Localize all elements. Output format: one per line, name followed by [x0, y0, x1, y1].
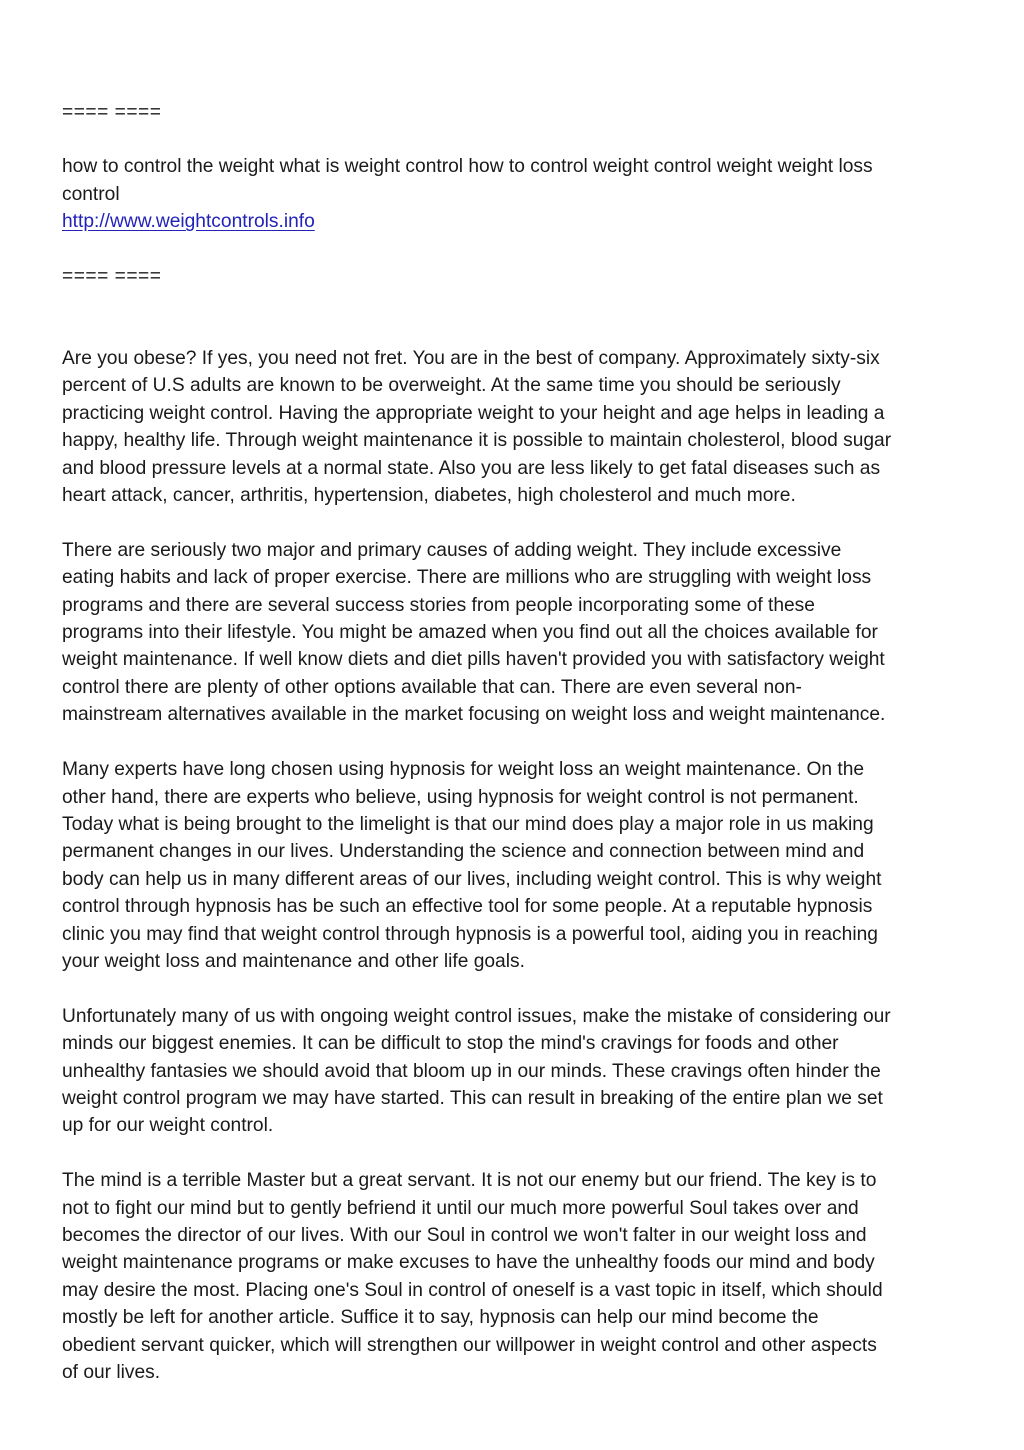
website-link[interactable]: http://www.weightcontrols.info [62, 211, 315, 233]
paragraph-line: programs and there are several success stories from people incorporating some of these [62, 594, 815, 616]
paragraph-line: percent of U.S adults are known to be overweight. At the same time you should be seriously [62, 375, 841, 397]
article-paragraph [62, 756, 962, 975]
paragraph-line: obedient servant quicker, which will strengthen our willpower in weight control and other aspects [62, 1334, 877, 1356]
paragraph-line: The mind is a terrible Master but a great servant. It is not our enemy but our friend. The key is to [62, 1170, 877, 1192]
document-page [62, 99, 962, 1414]
paragraph-line: weight maintenance programs or make excuses to have the unhealthy foods our mind and body [62, 1252, 875, 1274]
paragraph-line: Are you obese? If yes, you need not fret. You are in the best of company. Approximately sixty-six [62, 348, 880, 370]
paragraph-line: may desire the most. Placing one's Soul in control of oneself is a vast topic in itself, which should [62, 1279, 883, 1301]
paragraph-line: happy, healthy life. Through weight maintenance it is possible to maintain cholesterol, blood sugar [62, 430, 892, 452]
paragraph-line: eating habits and lack of proper exercise. There are millions who are struggling with weight loss [62, 567, 872, 589]
keywords-text [62, 153, 962, 208]
separator-bottom: ==== ==== [62, 265, 162, 287]
paragraph-line: programs into their lifestyle. You might be amazed when you find out all the choices available for [62, 622, 878, 644]
paragraph-line: becomes the director of our lives. With our Soul in control we won't falter in our weight loss and [62, 1224, 867, 1246]
paragraph-line: clinic you may find that weight control through hypnosis is a powerful tool, aiding you in reaching [62, 923, 878, 945]
paragraph-line: Many experts have long chosen using hypnosis for weight loss an weight maintenance. On the [62, 759, 865, 781]
article-paragraph [62, 345, 962, 509]
paragraph-line: minds our biggest enemies. It can be difficult to stop the mind's cravings for foods and other [62, 1033, 839, 1055]
paragraph-line: up for our weight control. [62, 1115, 274, 1137]
paragraph-line: control through hypnosis has be such an effective tool for some people. At a reputable hypnosis [62, 896, 873, 918]
paragraph-line: mostly be left for another article. Suffice it to say, hypnosis can help our mind become the [62, 1307, 819, 1329]
article-body [62, 345, 962, 1386]
keywords-line: control [62, 183, 120, 205]
paragraph-line: heart attack, cancer, arthritis, hypertension, diabetes, high cholesterol and much more. [62, 485, 796, 507]
paragraph-line: and blood pressure levels at a normal state. Also you are less likely to get fatal diseases such as [62, 457, 881, 479]
keywords-line: how to control the weight what is weight control how to control weight control weight weight loss [62, 156, 873, 178]
paragraph-line: Today what is being brought to the limelight is that our mind does play a major role in us making [62, 813, 874, 835]
paragraph-line: There are seriously two major and primary causes of adding weight. They include excessive [62, 539, 842, 561]
separator-top: ==== ==== [62, 102, 162, 123]
paragraph-line: mainstream alternatives available in the market focusing on weight loss and weight maintenance. [62, 704, 886, 726]
paragraph-line: your weight loss and maintenance and other life goals. [62, 950, 525, 972]
article-paragraph [62, 1003, 962, 1140]
paragraph-line: unhealthy fantasies we should avoid that bloom up in our minds. These cravings often hinder the [62, 1060, 881, 1082]
article-paragraph [62, 1167, 962, 1386]
paragraph-line: practicing weight control. Having the appropriate weight to your height and age helps in leading a [62, 402, 885, 424]
paragraph-line: body can help us in many different areas of our lives, including weight control. This is why weight [62, 868, 882, 890]
paragraph-line: Unfortunately many of us with ongoing weight control issues, make the mistake of considering our [62, 1005, 891, 1027]
paragraph-line: not to fight our mind but to gently befriend it until our much more powerful Soul takes over and [62, 1197, 859, 1219]
paragraph-line: other hand, there are experts who believe, using hypnosis for weight control is not permanent. [62, 786, 859, 808]
paragraph-line: control there are plenty of other options available that can. There are even several non- [62, 676, 802, 698]
paragraph-line: weight maintenance. If well know diets and diet pills haven't provided you with satisfactory weight [62, 649, 885, 671]
paragraph-line: weight control program we may have started. This can result in breaking of the entire plan we set [62, 1087, 883, 1109]
paragraph-line: permanent changes in our lives. Understanding the science and connection between mind and [62, 841, 865, 863]
paragraph-line: of our lives. [62, 1362, 161, 1383]
article-paragraph [62, 537, 962, 729]
